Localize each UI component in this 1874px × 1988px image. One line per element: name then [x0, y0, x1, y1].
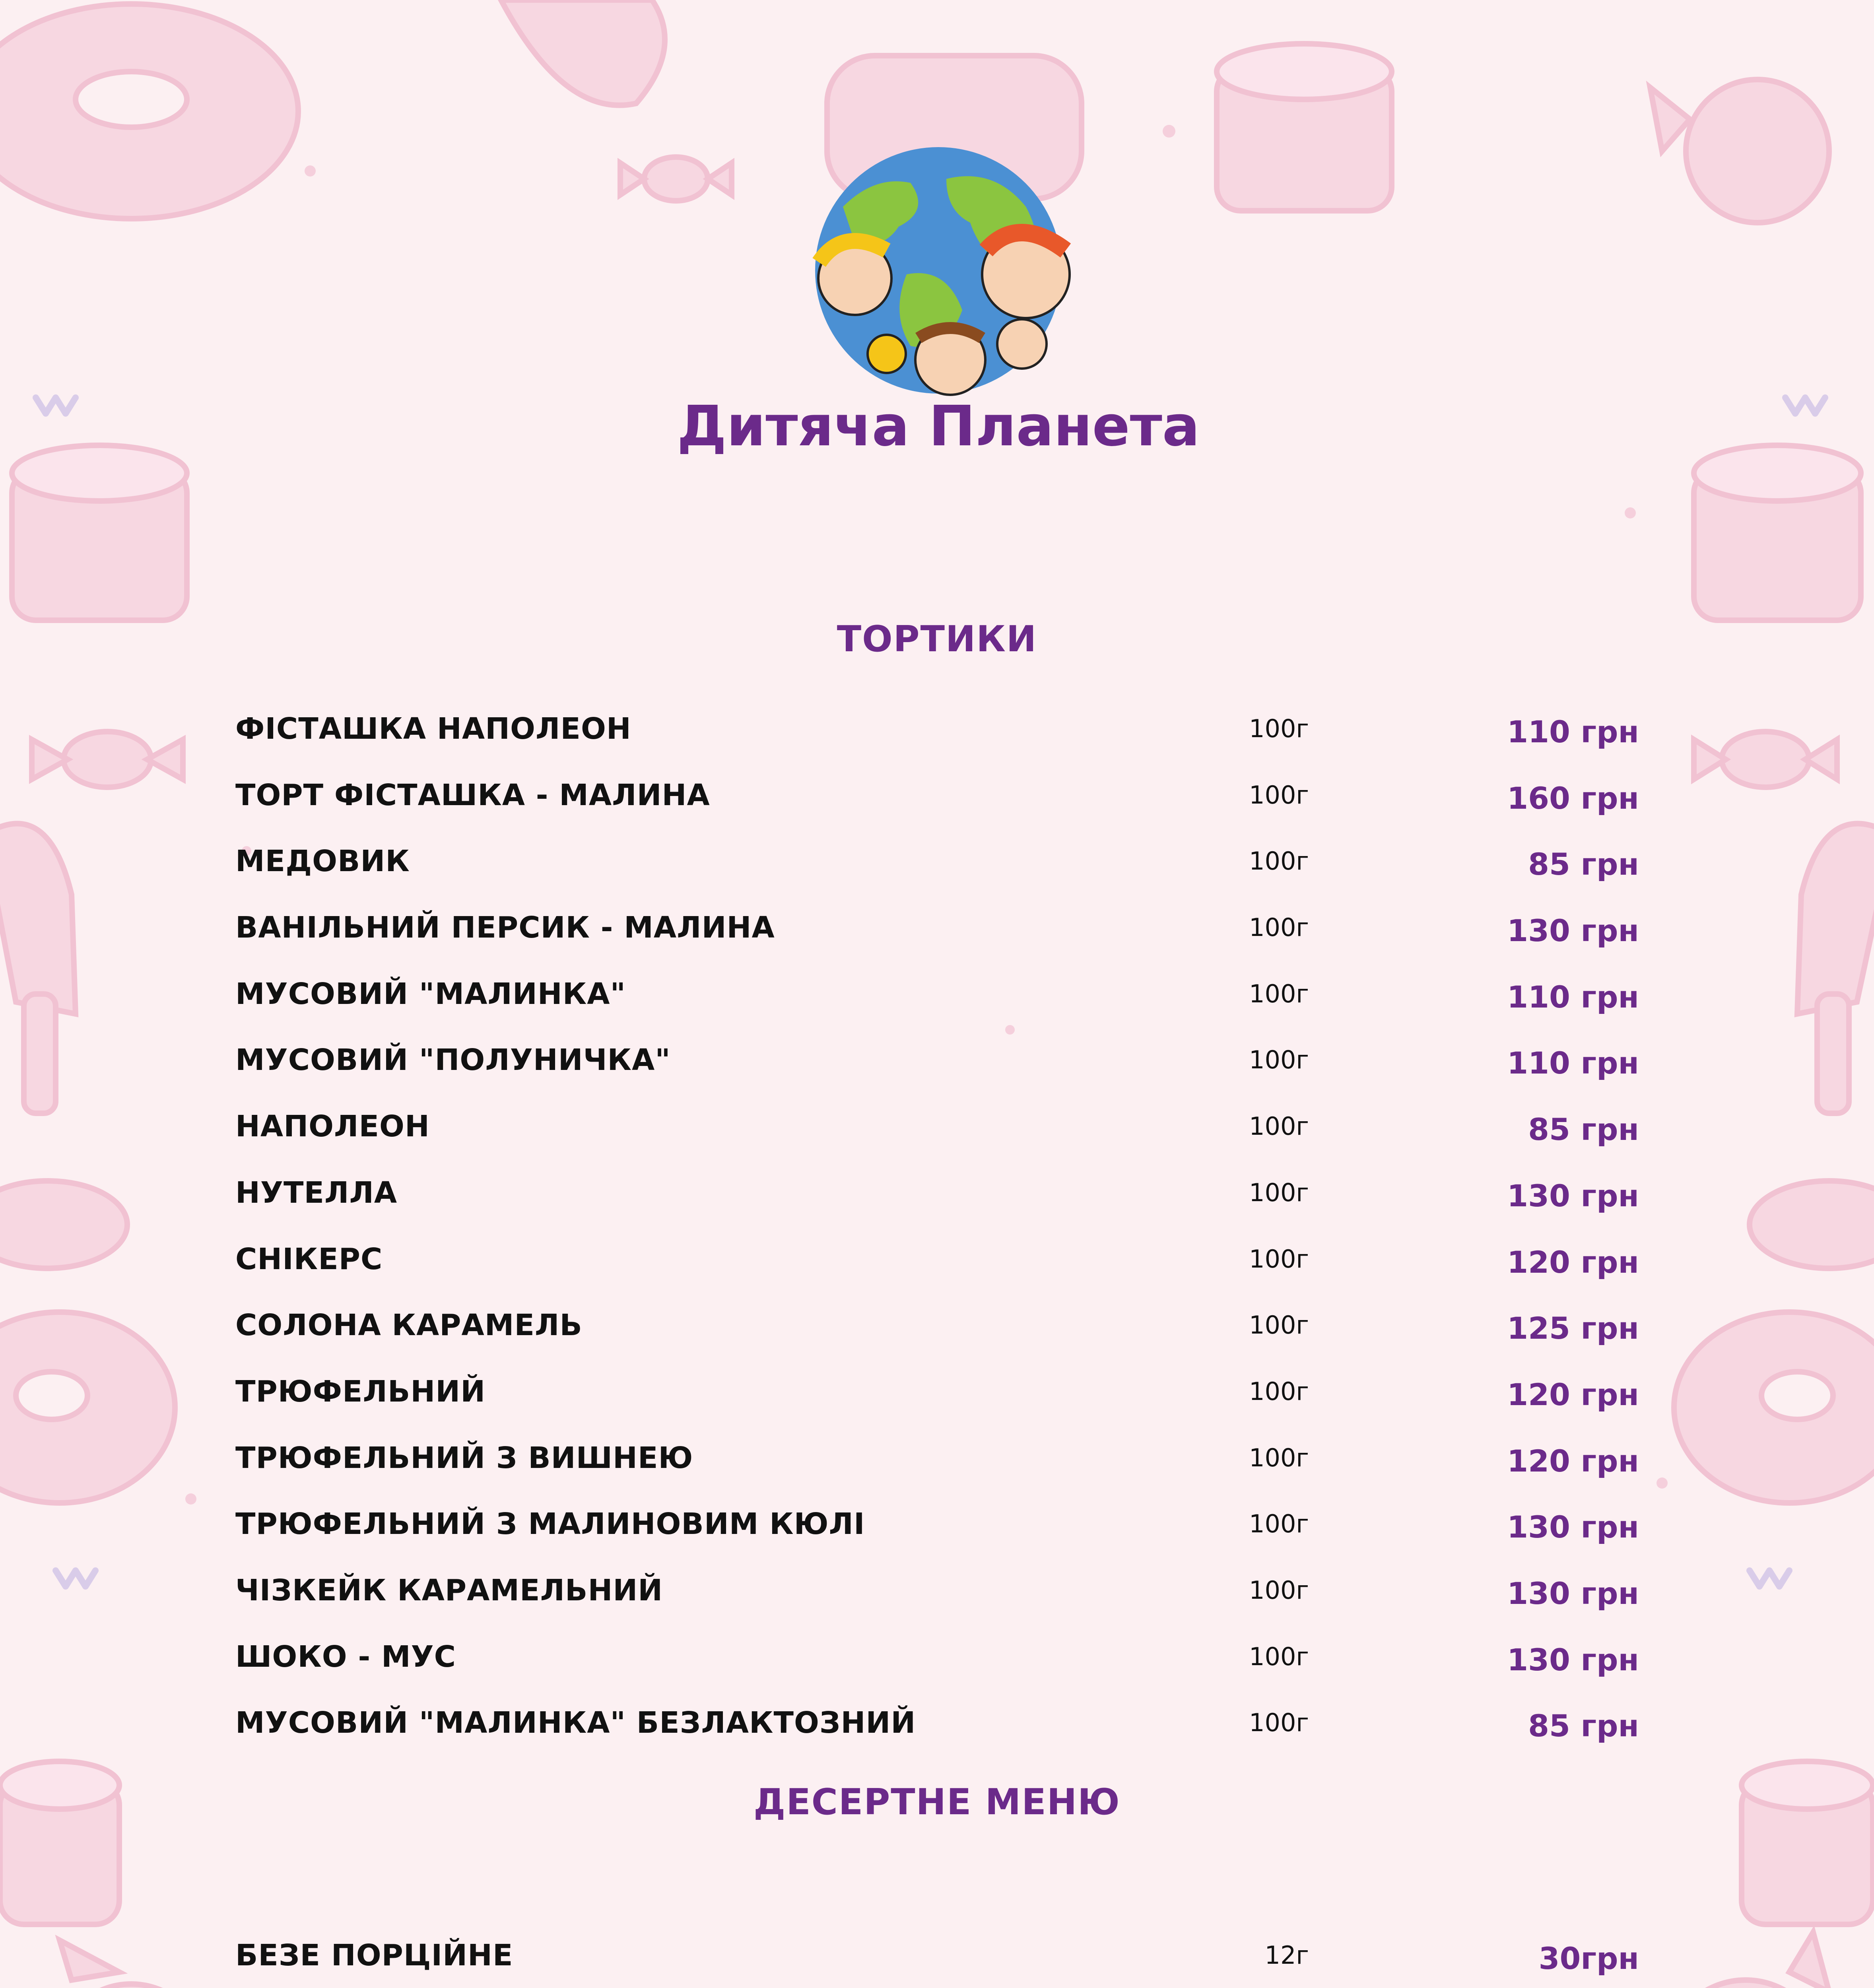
child-face-icon: [915, 325, 985, 395]
menu-item: [235, 1573, 1639, 1640]
item-weight: 100г: [1249, 1112, 1309, 1141]
desserts-menu-list: [235, 1938, 1639, 1988]
item-name: ШОКО - МУС: [235, 1639, 456, 1674]
item-weight: 100г: [1249, 1708, 1309, 1738]
item-weight: 100г: [1249, 979, 1309, 1008]
item-name: МУСОВИЙ "МАЛИНКА" БЕЗЛАКТОЗНИЙ: [235, 1706, 916, 1740]
item-price: 130 грн: [1507, 1575, 1639, 1611]
menu-item: [235, 911, 1639, 977]
child-face-icon: [818, 241, 891, 315]
item-price: 120 грн: [1507, 1443, 1639, 1479]
item-weight: 100г: [1249, 714, 1309, 743]
item-weight: 100г: [1249, 846, 1309, 876]
item-weight: 100г: [1249, 913, 1309, 942]
item-weight: 100г: [1249, 1376, 1309, 1406]
item-price: 30грн: [1538, 1941, 1639, 1976]
child-face-icon: [982, 231, 1070, 318]
menu-item: [235, 844, 1639, 911]
menu-item: [235, 1938, 1639, 1988]
item-price: 130 грн: [1507, 913, 1639, 949]
item-price: 120 грн: [1507, 1244, 1639, 1280]
item-name: БЕЗЕ ПОРЦІЙНЕ: [235, 1938, 513, 1972]
item-name: ФІСТАШКА НАПОЛЕОН: [235, 712, 631, 746]
item-price: 110 грн: [1507, 714, 1639, 749]
menu-item: [235, 1441, 1639, 1507]
item-name: ТРЮФЕЛЬНИЙ З МАЛИНОВИМ КЮЛІ: [235, 1507, 865, 1541]
item-price: 160 грн: [1507, 780, 1639, 816]
item-price: 85 грн: [1528, 1112, 1639, 1147]
brand-logo: [677, 131, 1200, 459]
menu-item: [235, 778, 1639, 845]
cakes-section-title: ТОРТИКИ: [837, 618, 1037, 660]
menu-item: [235, 1043, 1639, 1109]
item-price: 130 грн: [1507, 1178, 1639, 1213]
menu-item: [235, 1109, 1639, 1176]
cakes-menu-list: [235, 712, 1639, 1772]
item-price: 130 грн: [1507, 1642, 1639, 1677]
menu-item: [235, 1640, 1639, 1706]
menu-item: [235, 1242, 1639, 1309]
menu-item: [235, 1308, 1639, 1375]
item-name: НУТЕЛЛА: [235, 1175, 398, 1210]
item-name: МУСОВИЙ "ПОЛУНИЧКА": [235, 1043, 671, 1077]
item-weight: 100г: [1249, 1509, 1309, 1539]
item-name: СОЛОНА КАРАМЕЛЬ: [235, 1308, 583, 1343]
menu-item: [235, 1706, 1639, 1772]
item-weight: 100г: [1249, 1443, 1309, 1472]
item-price: 125 грн: [1507, 1310, 1639, 1346]
item-price: 85 грн: [1528, 1708, 1639, 1744]
menu-item: [235, 977, 1639, 1043]
item-name: ТРЮФЕЛЬНИЙ З ВИШНЕЮ: [235, 1441, 693, 1475]
item-weight: 12г: [1264, 1941, 1309, 1970]
item-name: НАПОЛЕОН: [235, 1109, 430, 1144]
desserts-section-title: ДЕСЕРТНЕ МЕНЮ: [753, 1781, 1121, 1823]
item-name: ВАНІЛЬНИЙ ПЕРСИК - МАЛИНА: [235, 911, 775, 945]
item-price: 130 грн: [1507, 1509, 1639, 1545]
item-name: МЕДОВИК: [235, 844, 410, 879]
item-name: ЧІЗКЕЙК КАРАМЕЛЬНИЙ: [235, 1573, 663, 1607]
item-name: СНІКЕРС: [235, 1242, 383, 1276]
item-weight: 100г: [1249, 1045, 1309, 1075]
logo-wordmark: Дитяча Планета: [677, 394, 1200, 459]
child-face-icon: [997, 319, 1047, 369]
item-weight: 100г: [1249, 1178, 1309, 1207]
item-weight: 100г: [1249, 780, 1309, 810]
child-face-icon: [868, 335, 906, 373]
item-price: 110 грн: [1507, 979, 1639, 1015]
item-name: ТОРТ ФІСТАШКА - МАЛИНА: [235, 778, 710, 812]
item-weight: 100г: [1249, 1642, 1309, 1671]
item-name: ТРЮФЕЛЬНИЙ: [235, 1374, 486, 1409]
item-price: 120 грн: [1507, 1376, 1639, 1412]
item-weight: 100г: [1249, 1244, 1309, 1274]
item-weight: 100г: [1249, 1575, 1309, 1605]
menu-item: [235, 1507, 1639, 1573]
item-price: 110 грн: [1507, 1045, 1639, 1081]
menu-item: [235, 1176, 1639, 1242]
menu-item: [235, 1375, 1639, 1441]
item-weight: 100г: [1249, 1310, 1309, 1340]
item-price: 85 грн: [1528, 846, 1639, 882]
menu-item: [235, 712, 1639, 778]
item-name: МУСОВИЙ "МАЛИНКА": [235, 977, 626, 1011]
